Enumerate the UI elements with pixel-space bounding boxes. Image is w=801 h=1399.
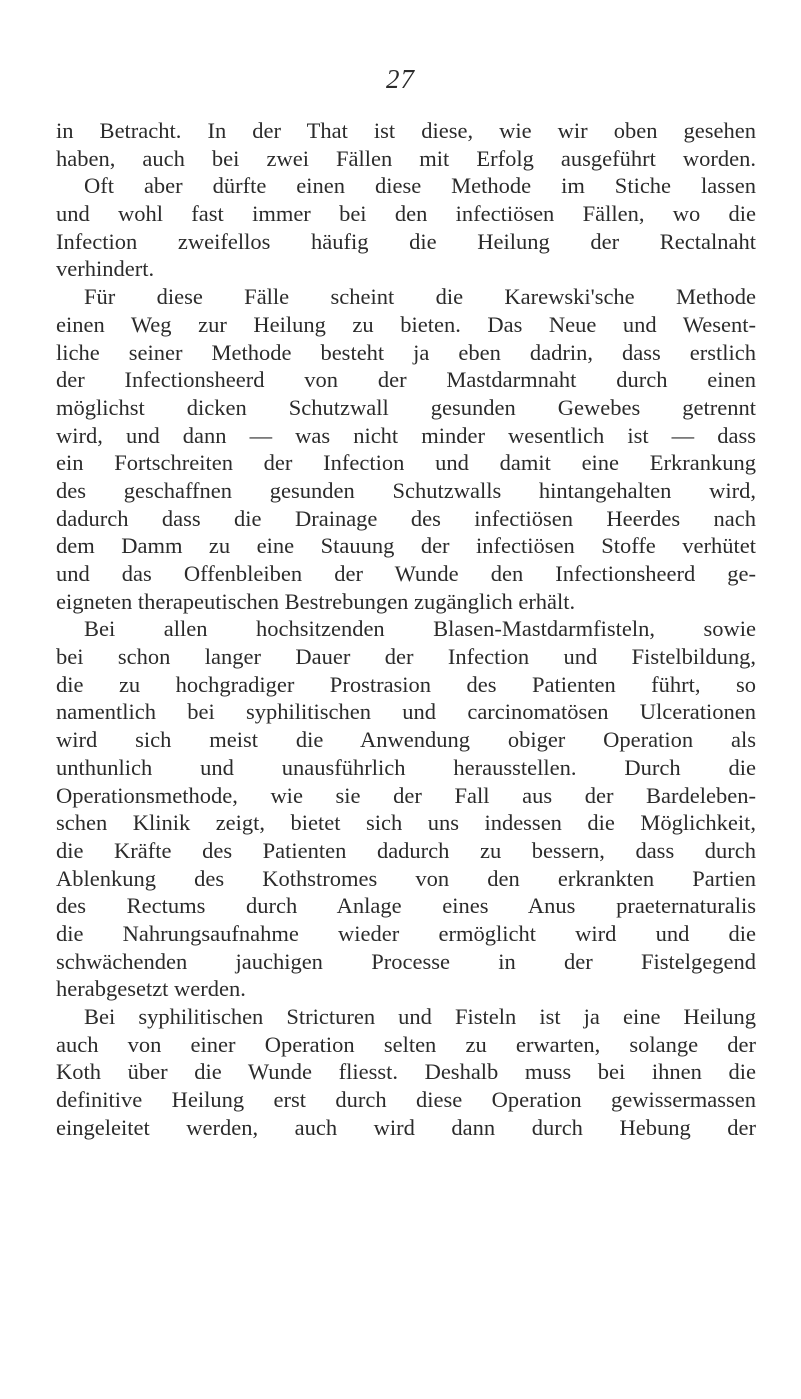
text-line: dem Damm zu eine Stauung der infectiösen Stoffe verhütet [56, 533, 756, 559]
text-line: verhindert. [56, 256, 155, 282]
text-line: eingeleitet werden, auch wird dann durch Hebung der [56, 1114, 756, 1140]
text-line: Koth über die Wunde fliesst. Deshalb muss bei ihnen die [56, 1059, 756, 1085]
text-line: einen Weg zur Heilung zu bieten. Das Neue und Wesent- [56, 311, 756, 337]
text-line: und wohl fast immer bei den infectiösen Fällen, wo die [56, 201, 756, 227]
text-line: schwächenden jauchigen Processe in der Fistelgegend [56, 948, 756, 974]
text-line: auch von einer Operation selten zu erwarten, solange der [56, 1031, 756, 1057]
text-line: dadurch dass die Drainage des infectiösen Heerdes nach [56, 505, 756, 531]
page-number: 27 [386, 64, 415, 94]
text-line: wird sich meist die Anwendung obiger Operation als [56, 727, 756, 753]
body-text [56, 117, 756, 1141]
text-line: namentlich bei syphilitischen und carcinomatösen Ulcerationen [56, 699, 756, 725]
text-line: Bei syphilitischen Stricturen und Fisteln ist ja eine Heilung [84, 1004, 756, 1029]
text-line: Bei allen hochsitzenden Blasen-Mastdarmfisteln, sowie [84, 616, 756, 642]
text-line: eigneten therapeutischen Bestrebungen zugänglich erhält. [56, 588, 576, 614]
text-line: die Kräfte des Patienten dadurch zu bessern, dass durch [56, 837, 756, 863]
text-line: des geschaffnen gesunden Schutzwalls hintangehalten wird, [56, 477, 756, 503]
text-line: unthunlich und unausführlich herausstellen. Durch die [56, 754, 756, 780]
text-line: der Infectionsheerd von der Mastdarmnaht durch einen [56, 367, 756, 393]
text-line: des Rectums durch Anlage eines Anus praeternaturalis [56, 893, 756, 919]
text-line: definitive Heilung erst durch diese Operation gewissermassen [56, 1087, 756, 1113]
text-line: Operationsmethode, wie sie der Fall aus der Bardeleben- [56, 782, 756, 808]
text-line: haben, auch bei zwei Fällen mit Erfolg ausgeführt worden. [56, 145, 756, 171]
text-line: Infection zweifellos häufig die Heilung der Rectalnaht [56, 228, 756, 254]
text-line: in Betracht. In der That ist diese, wie wir oben gesehen [56, 118, 756, 143]
text-line: bei schon langer Dauer der Infection und Fistelbildung, [56, 644, 756, 670]
text-line: die Nahrungsaufnahme wieder ermöglicht wird und die [56, 920, 756, 946]
text-line: Für diese Fälle scheint die Karewski'sche Methode [84, 284, 756, 310]
text-line: ein Fortschreiten der Infection und damit eine Erkrankung [56, 450, 756, 476]
text-line: wird, und dann — was nicht minder wesentlich ist — dass [56, 422, 756, 448]
text-line: und das Offenbleiben der Wunde den Infectionsheerd ge- [56, 561, 756, 586]
text-line: schen Klinik zeigt, bietet sich uns indessen die Möglichkeit, [56, 810, 756, 836]
text-line: herabgesetzt werden. [56, 976, 246, 1002]
text-line: die zu hochgradiger Prostrasion des Patienten führt, so [56, 671, 756, 697]
text-line: liche seiner Methode besteht ja eben dadrin, dass erstlich [56, 339, 756, 365]
text-line: Oft aber dürfte einen diese Methode im Stiche lassen [84, 173, 756, 199]
text-line: Ablenkung des Kothstromes von den erkrankten Partien [56, 865, 756, 891]
text-line: möglichst dicken Schutzwall gesunden Gewebes getrennt [56, 394, 756, 420]
